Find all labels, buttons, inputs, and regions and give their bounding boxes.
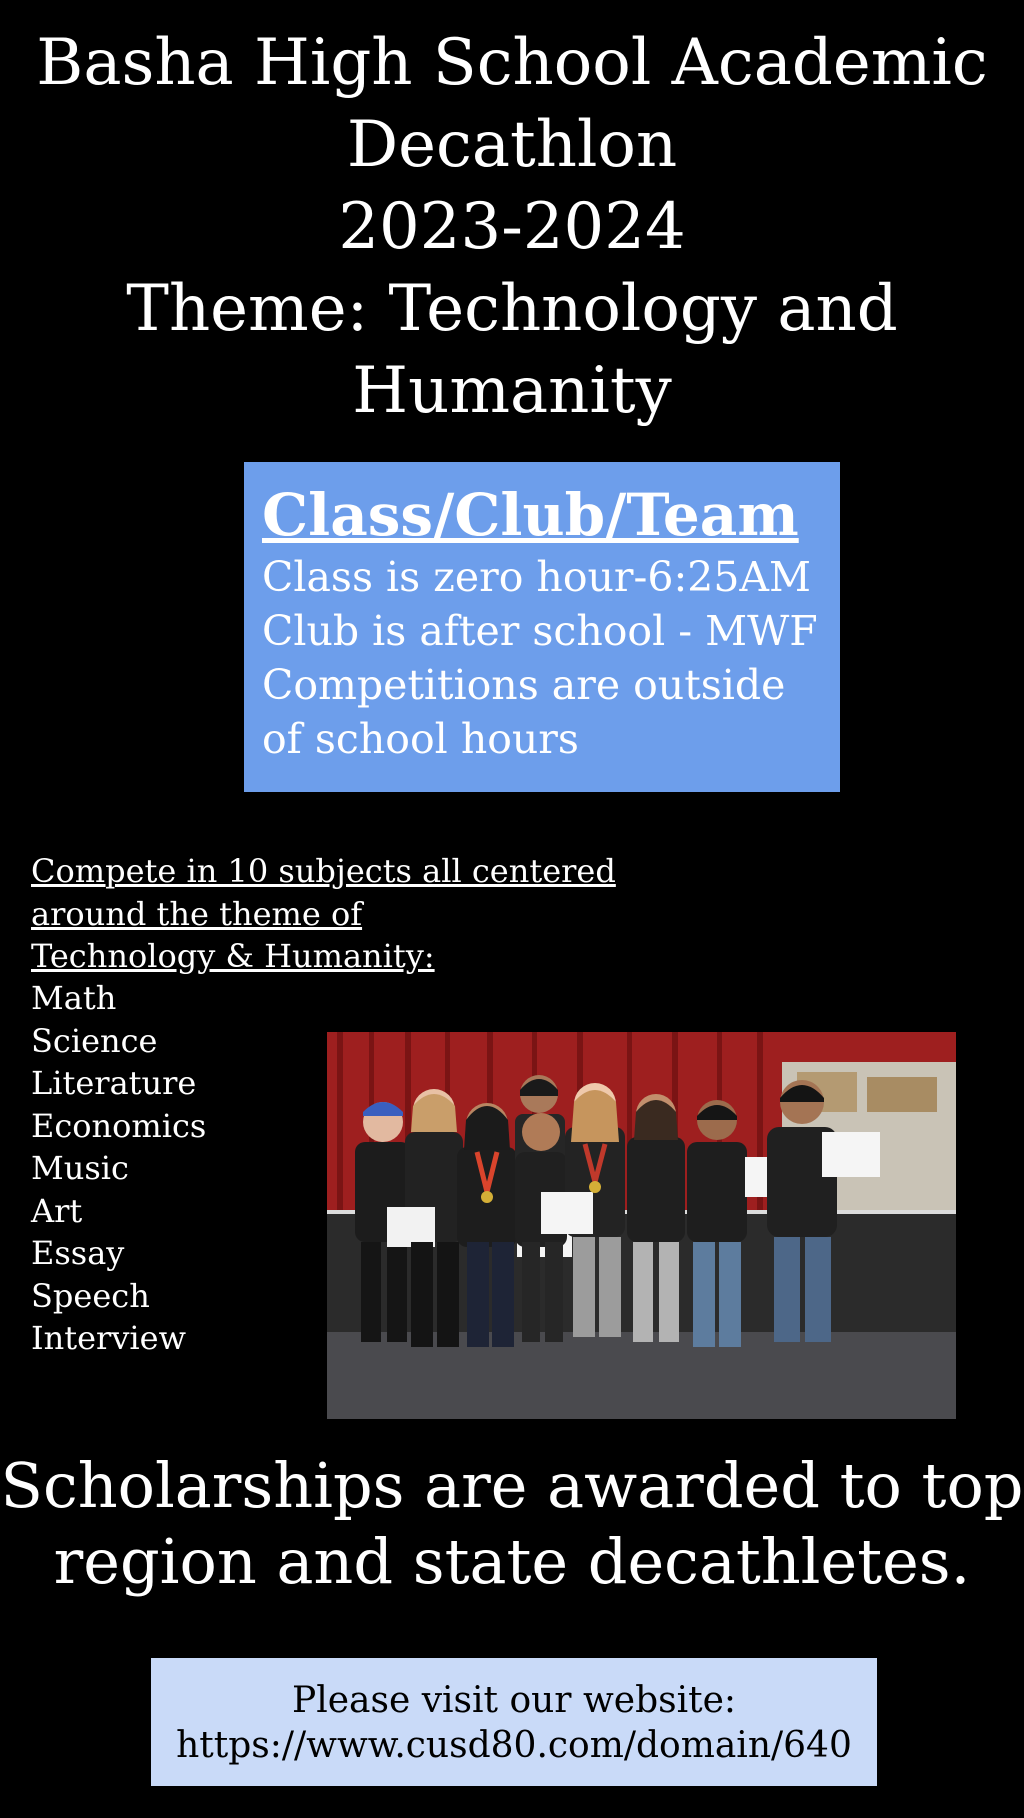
website-box — [151, 1658, 877, 1786]
subject-item: Music — [31, 1149, 129, 1187]
subject-item: Speech — [31, 1276, 150, 1315]
subjects-intro-line: Compete in 10 subjects all centered — [31, 852, 616, 890]
page-title — [0, 22, 1024, 432]
info-heading: Class/Club/Team — [262, 481, 799, 549]
subject-item: Science — [31, 1021, 158, 1060]
subject-item: Essay — [31, 1234, 125, 1272]
subject-item: Interview — [31, 1319, 186, 1357]
subject-item: Math — [31, 979, 117, 1017]
subjects-intro-line: Technology & Humanity: — [31, 937, 435, 975]
scholarships-line: Scholarships are awarded to top — [0, 1449, 1024, 1522]
info-line: Club is after school - MWF — [262, 607, 818, 655]
website-label: Please visit our website: — [291, 1680, 737, 1721]
title-theme: Theme: Technology and — [126, 272, 898, 346]
website-url-line — [151, 1723, 877, 1768]
subjects-intro — [31, 850, 631, 978]
team-photo — [327, 1032, 956, 1419]
info-line: Competitions are outside — [262, 661, 786, 709]
title-theme: Humanity — [352, 354, 672, 428]
subject-item: Economics — [31, 1106, 207, 1145]
team-photo-illustration — [327, 1032, 956, 1419]
scholarships-note — [0, 1448, 1024, 1600]
scholarships-line: region and state decathletes. — [53, 1525, 971, 1598]
title-line: Basha High School Academic — [36, 26, 988, 100]
website-link[interactable]: https://www.cusd80.com/domain/640 — [176, 1725, 852, 1766]
info-line: Class is zero hour-6:25AM — [262, 553, 812, 601]
title-year: 2023-2024 — [338, 190, 686, 264]
title-line: Decathlon — [346, 108, 678, 182]
subjects-list — [31, 977, 206, 1360]
subject-item: Literature — [31, 1064, 197, 1102]
info-line: of school hours — [262, 715, 579, 763]
subjects-intro-line: around the theme of — [31, 894, 363, 933]
subject-item: Art — [31, 1191, 83, 1230]
class-club-team-box — [244, 462, 840, 792]
